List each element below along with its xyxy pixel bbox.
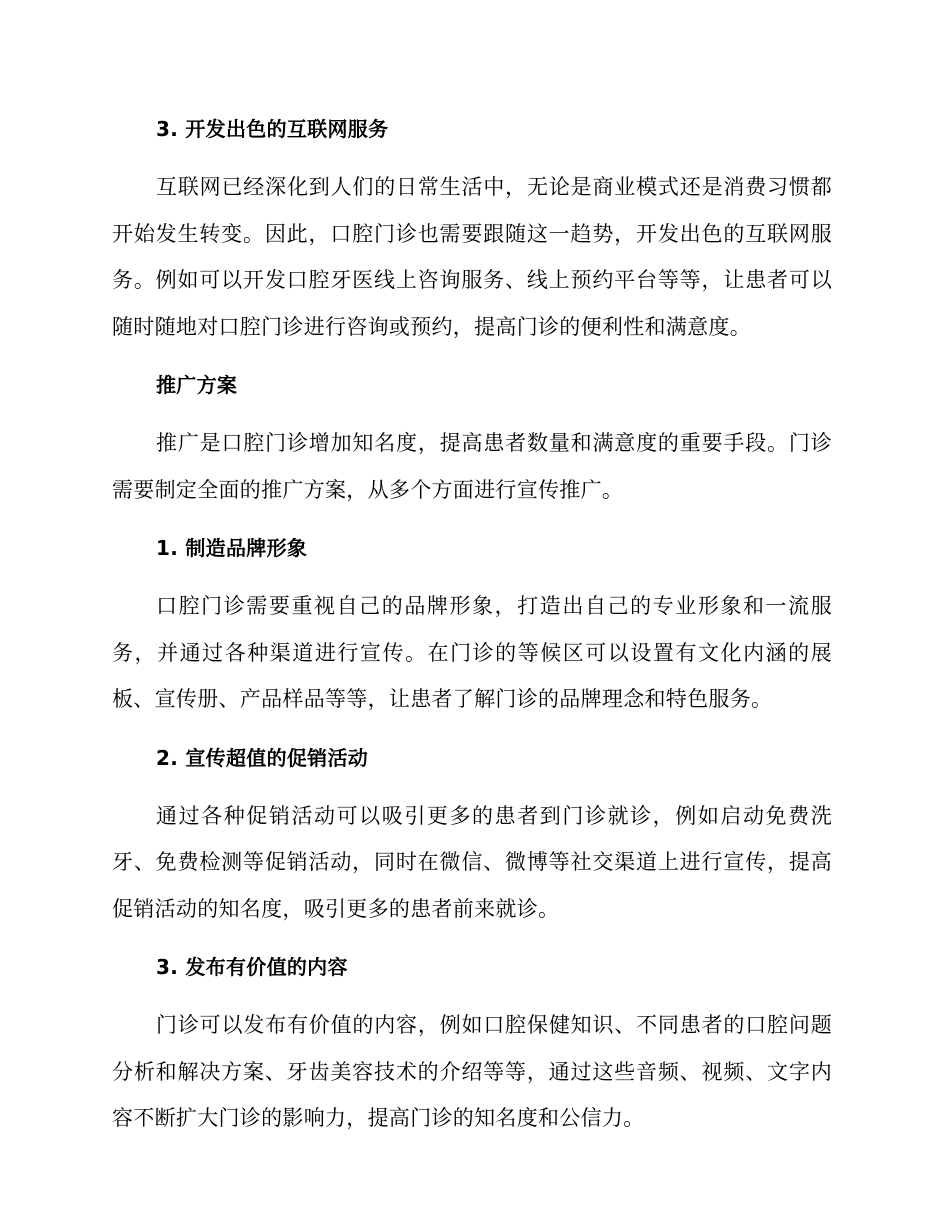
section-paragraph-internet-services: 互联网已经深化到人们的日常生活中，无论是商业模式还是消费习惯都开始发生转变。因此，口腔门诊也需要跟随这一趋势，开发出色的互联网服务。例如可以开发口腔牙医线上咨询服务、线上预约平台等等，让患者可以随时随地对口腔门诊进行咨询或预约，提高门诊的便利性和满意度。 <box>112 175 832 339</box>
section-heading-brand-image: 1. 制造品牌形象 <box>156 536 308 560</box>
section-heading-promotion-plan: 推广方案 <box>156 373 238 397</box>
section-heading-promotions: 2. 宣传超值的促销活动 <box>156 745 369 770</box>
section-paragraph-promotion-plan: 推广是口腔门诊增加知名度，提高患者数量和满意度的重要手段。门诊需要制定全面的推广方案，从多个方面进行宣传推广。 <box>112 431 832 502</box>
section-paragraph-promotions: 通过各种促销活动可以吸引更多的患者到门诊就诊，例如启动免费洗牙、免费检测等促销活动，同时在微信、微博等社交渠道上进行宣传，提高促销活动的知名度，吸引更多的患者前来就诊。 <box>112 803 832 921</box>
section-heading-internet-services: 3. 开发出色的互联网服务 <box>156 117 389 141</box>
section-heading-valuable-content: 3. 发布有价值的内容 <box>156 955 348 979</box>
section-paragraph-valuable-content: 门诊可以发布有价值的内容，例如口腔保健知识、不同患者的口腔问题分析和解决方案、牙齿美容技术的介绍等等，通过这些音频、视频、文字内容不断扩大门诊的影响力，提高门诊的知名度和公信力。 <box>112 1013 832 1130</box>
section-paragraph-brand-image: 口腔门诊需要重视自己的品牌形象，打造出自己的专业形象和一流服务，并通过各种渠道进行宣传。在门诊的等候区可以设置有文化内涵的展板、宣传册、产品样品等等，让患者了解门诊的品牌理念和特色服务。 <box>112 594 832 711</box>
